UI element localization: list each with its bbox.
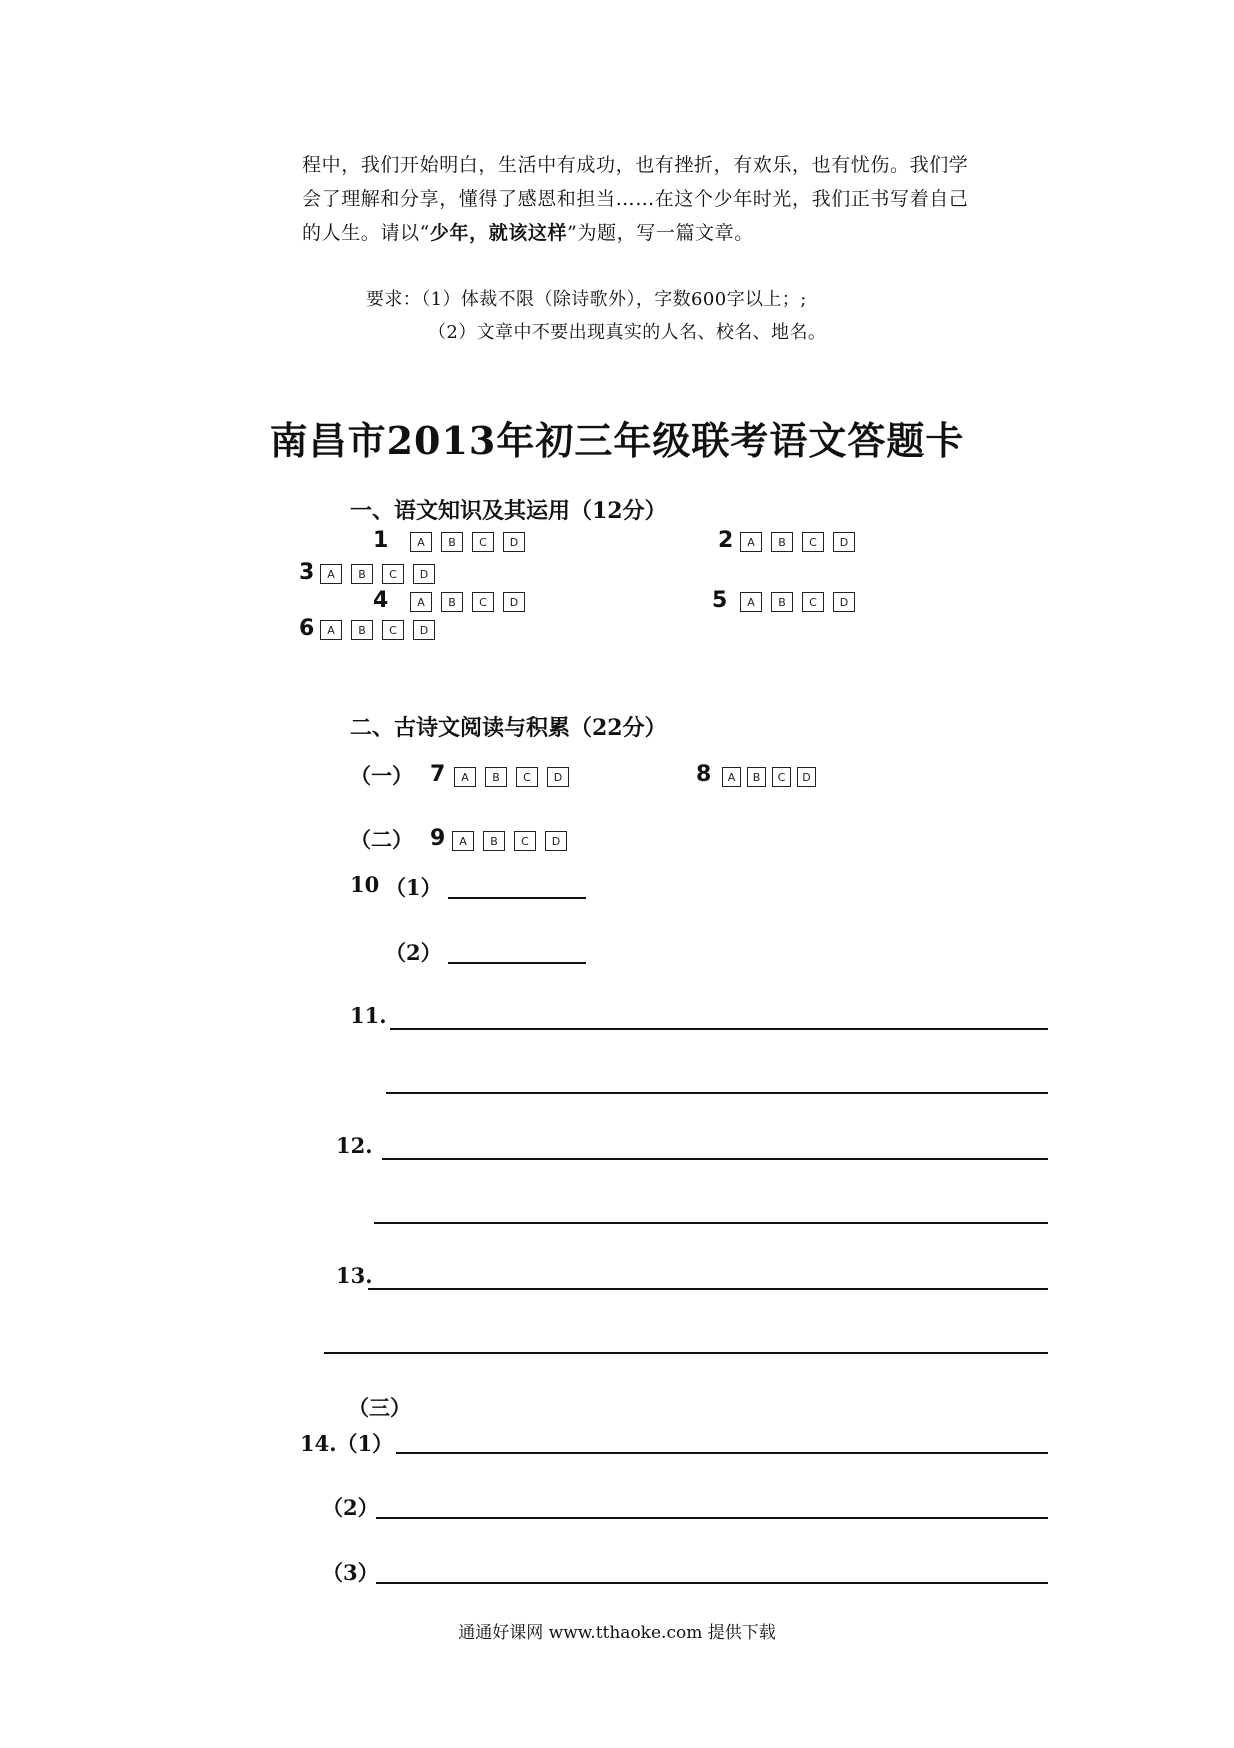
q3-option-b[interactable]: B [351,564,373,584]
q14-sub-2-label: （2） [322,1495,379,1520]
q6-options [320,620,435,640]
q2-number: 2 [718,528,734,553]
q13-answer-line-2[interactable] [324,1352,1048,1354]
q1-option-c[interactable]: C [472,532,494,552]
essay-topic: 少年，就该这样 [429,222,568,244]
section-1-heading: 一、语文知识及其运用（12分） [350,498,667,524]
q1-option-a[interactable]: A [410,532,432,552]
q3-option-a[interactable]: A [320,564,342,584]
q5-option-d[interactable]: D [833,592,855,612]
passage-line-3 [302,218,754,245]
q5-option-b[interactable]: B [771,592,793,612]
q3-option-d[interactable]: D [413,564,435,584]
q5-options [740,592,855,612]
q12-number: 12. [336,1133,373,1158]
q10-answer-line-2[interactable] [448,962,586,964]
q6-option-a[interactable]: A [320,620,342,640]
q8-option-c[interactable]: C [772,767,791,787]
q7-option-d[interactable]: D [547,767,569,787]
q4-option-d[interactable]: D [503,592,525,612]
part-2-label: （二） [350,827,413,852]
q8-number: 8 [696,762,712,787]
q7-options [454,767,569,787]
q4-option-b[interactable]: B [441,592,463,612]
q10-sub-1-label: （1） [385,875,442,900]
section-2-heading: 二、古诗文阅读与积累（22分） [350,715,667,741]
q10-answer-line-1[interactable] [448,897,586,899]
q4-option-a[interactable]: A [410,592,432,612]
passage-line-3-suffix: ”为题，写一篇文章。 [567,222,754,244]
q5-number: 5 [712,588,728,613]
q7-option-c[interactable]: C [516,767,538,787]
q11-answer-line-2[interactable] [386,1092,1048,1094]
q14-answer-line-1[interactable] [396,1452,1048,1454]
q2-option-c[interactable]: C [802,532,824,552]
q9-options [452,831,567,851]
q12-answer-line-1[interactable] [382,1158,1048,1160]
q4-number: 4 [373,588,389,613]
part-1-label: （一） [350,763,413,788]
q8-option-b[interactable]: B [747,767,766,787]
q8-option-d[interactable]: D [797,767,816,787]
q14-answer-line-3[interactable] [376,1582,1048,1584]
q5-option-a[interactable]: A [740,592,762,612]
passage-line-2: 会了理解和分享，懂得了感恩和担当……在这个少年时光，我们正书写着自己 [302,188,969,210]
footer-credit: 通通好课网 www.tthaoke.com 提供下载 [458,1623,776,1643]
q14-sub-1-label: 14.（1） [300,1431,394,1456]
part-3-label: （三） [348,1395,411,1420]
q9-number: 9 [430,826,446,851]
q2-options [740,532,855,552]
q9-option-c[interactable]: C [514,831,536,851]
q9-option-b[interactable]: B [483,831,505,851]
q13-number: 13. [336,1263,373,1288]
q8-option-a[interactable]: A [722,767,741,787]
q4-option-c[interactable]: C [472,592,494,612]
q10-number: 10 [350,872,380,897]
q7-option-a[interactable]: A [454,767,476,787]
q9-option-a[interactable]: A [452,831,474,851]
q7-number: 7 [430,762,446,787]
q7-option-b[interactable]: B [485,767,507,787]
passage-line-3-prefix: 的人生。请以“ [302,222,430,244]
q1-number: 1 [373,528,389,553]
q2-option-d[interactable]: D [833,532,855,552]
q2-option-a[interactable]: A [740,532,762,552]
q3-options [320,564,435,584]
q8-options [722,767,816,787]
q6-option-d[interactable]: D [413,620,435,640]
q1-option-b[interactable]: B [441,532,463,552]
q1-options [410,532,525,552]
q10-sub-2-label: （2） [385,940,442,965]
q12-answer-line-2[interactable] [374,1222,1048,1224]
q6-option-b[interactable]: B [351,620,373,640]
q14-sub-3-label: （3） [322,1560,379,1585]
requirement-line-1: 要求：（1）体裁不限（除诗歌外），字数600字以上；; [366,289,807,310]
q13-answer-line-1[interactable] [368,1288,1048,1290]
q11-number: 11. [350,1003,387,1028]
q14-answer-line-2[interactable] [376,1517,1048,1519]
passage-line-1: 程中，我们开始明白，生活中有成功，也有挫折，有欢乐，也有忧伤。我们学 [302,154,969,176]
q9-option-d[interactable]: D [545,831,567,851]
q6-option-c[interactable]: C [382,620,404,640]
q11-answer-line-1[interactable] [390,1028,1048,1030]
q3-number: 3 [299,560,315,585]
requirement-line-2: （2）文章中不要出现真实的人名、校名、地名。 [428,322,827,343]
q5-option-c[interactable]: C [802,592,824,612]
q6-number: 6 [299,616,315,641]
q4-options [410,592,525,612]
q1-option-d[interactable]: D [503,532,525,552]
q3-option-c[interactable]: C [382,564,404,584]
q2-option-b[interactable]: B [771,532,793,552]
page-title: 南昌市2013年初三年级联考语文答题卡 [269,418,965,463]
